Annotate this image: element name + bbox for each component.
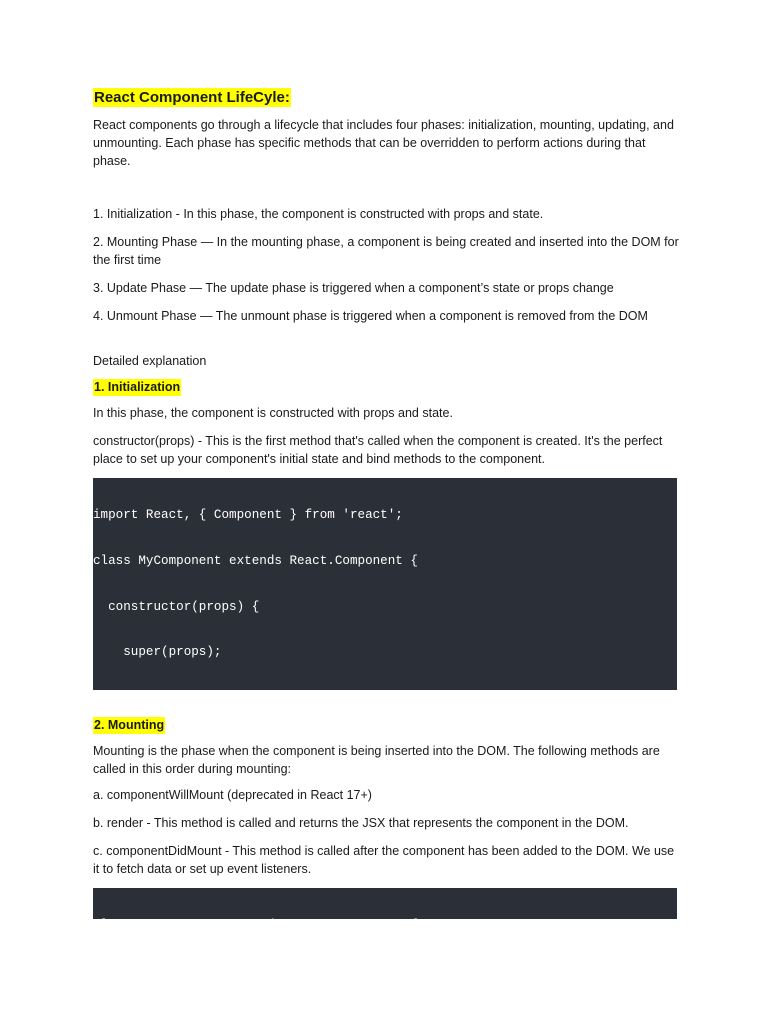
phase-item-mounting: 2. Mounting Phase — In the mounting phase, a component is being created and inserted into the DOM for the first time <box>93 235 679 267</box>
document-page <box>93 88 683 919</box>
code-block-initialization <box>93 478 677 690</box>
code-line: class MyComponent extends React.Component { <box>93 554 418 568</box>
document-title: React Component LifeCyle: <box>94 89 290 106</box>
mounting-item-b: b. render - This method is called and returns the JSX that represents the component in the DOM. <box>93 816 629 830</box>
code-line: constructor(props) { <box>93 599 260 614</box>
code-line: super(props); <box>93 645 222 660</box>
phase-item-initialization: 1. Initialization - In this phase, the component is constructed with props and state. <box>93 207 544 221</box>
phase-item-unmount: 4. Unmount Phase — The unmount phase is triggered when a component is removed from the DOM <box>93 309 648 323</box>
code-line <box>93 918 677 919</box>
section-heading-initialization: 1. Initialization <box>94 380 181 394</box>
section-heading-mounting: 2. Mounting <box>94 718 165 732</box>
code-line: import React, { Component } from 'react'; <box>93 508 403 523</box>
phase-item-update: 3. Update Phase — The update phase is triggered when a component’s state or props change <box>93 281 614 295</box>
constructor-paragraph: constructor(props) - This is the first method that's called when the component is created. It's the perfect place to set up your component's initial state and bind methods to the component. <box>93 434 663 466</box>
mounting-item-c: c. componentDidMount - This method is called after the component has been added to the DOM. We use it to fetch data or set up event listeners. <box>93 844 675 876</box>
mounting-paragraph: Mounting is the phase when the component is being inserted into the DOM. The following methods are called in this order during mounting: <box>93 744 660 776</box>
detailed-explanation-heading: Detailed explanation <box>93 354 207 368</box>
code-block-mounting <box>93 888 677 919</box>
mounting-item-a: a. componentWillMount (deprecated in React 17+) <box>93 788 372 802</box>
initialization-paragraph: In this phase, the component is constructed with props and state. <box>93 406 453 420</box>
intro-paragraph: React components go through a lifecycle that includes four phases: initialization, mounting, updating, and unmounting. Each phase has specific methods that can be overridden to perform actions during that phase. <box>93 118 674 168</box>
